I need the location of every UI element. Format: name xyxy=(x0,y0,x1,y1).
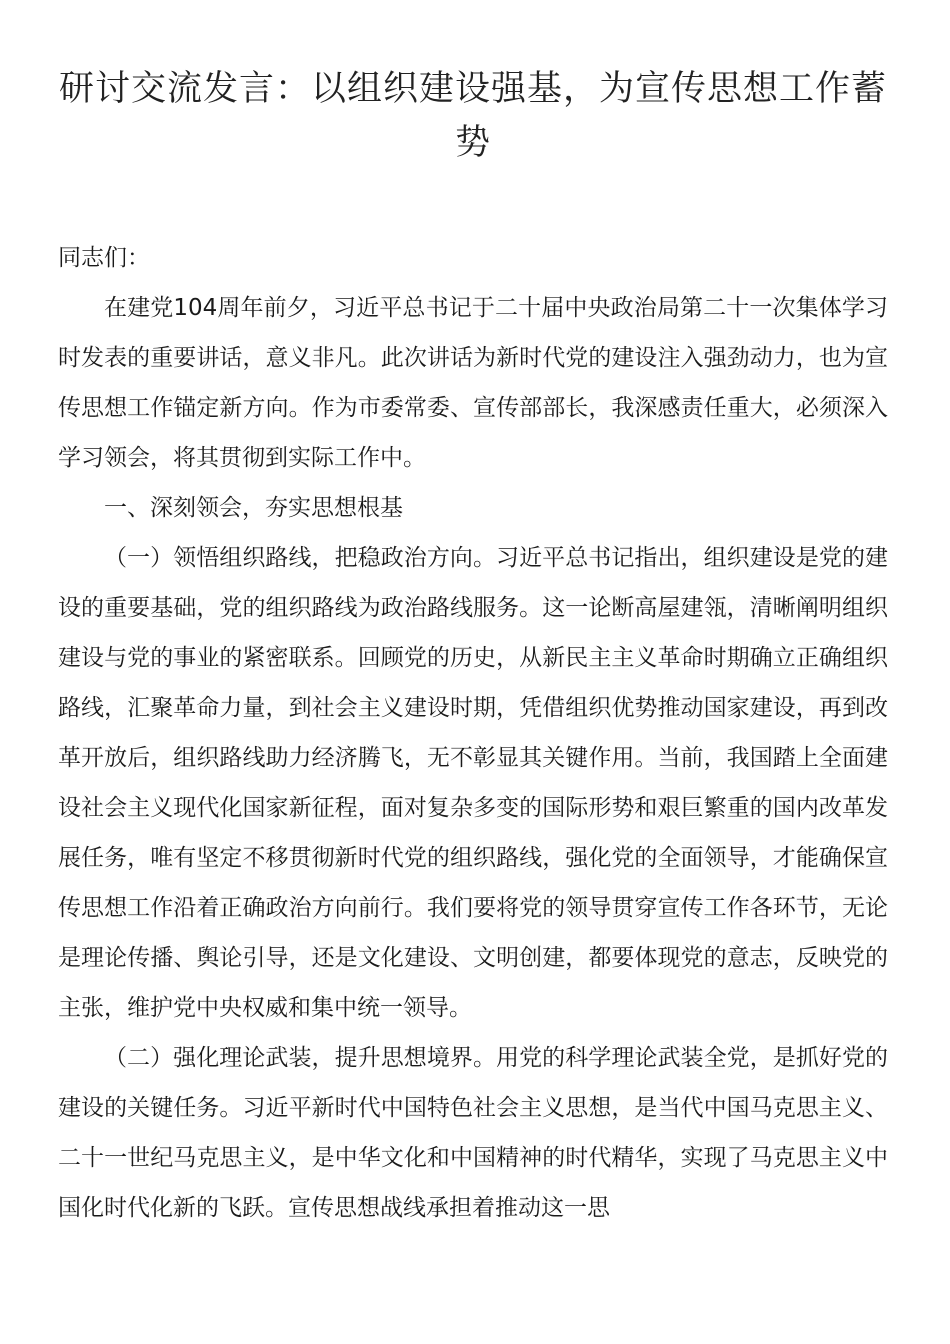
document-page xyxy=(58,62,888,1233)
salutation: 同志们： xyxy=(58,245,150,271)
document-title: 研讨交流发言：以组织建设强基，为宣传思想工作蓄势 xyxy=(58,69,887,163)
paragraph-intro: 在建党104周年前夕，习近平总书记于二十届中央政治局第二十一次集体学习时发表的重要讲话，意义非凡。此次讲话为新时代党的建设注入强劲动力，也为宣传思想工作锚定新方向。作为市委常委、宣传部部长，我深感责任重大，必须深入学习领会，将其贯彻到实际工作中。 xyxy=(58,295,888,471)
paragraph-1-1: （一）领悟组织路线，把稳政治方向。习近平总书记指出，组织建设是党的建设的重要基础，党的组织路线为政治路线服务。这一论断高屋建瓴，清晰阐明组织建设与党的事业的紧密联系。回顾党的历史，从新民主主义革命时期确立正确组织路线，汇聚革命力量，到社会主义建设时期，凭借组织优势推动国家建设，再到改革开放后，组织路线助力经济腾飞，无不彰显其关键作用。当前，我国踏上全面建设社会主义现代化国家新征程，面对复杂多变的国际形势和艰巨繁重的国内改革发展任务，唯有坚定不移贯彻新时代党的组织路线，强化党的全面领导，才能确保宣传思想工作沿着正确政治方向前行。我们要将党的领导贯穿宣传工作各环节，无论是理论传播、舆论引导，还是文化建设、文明创建，都要体现党的意志，反映党的主张，维护党中央权威和集中统一领导。 xyxy=(58,545,888,1021)
paragraph-1-2: （二）强化理论武装，提升思想境界。用党的科学理论武装全党，是抓好党的建设的关键任务。习近平新时代中国特色社会主义思想，是当代中国马克思主义、二十一世纪马克思主义，是中华文化和中国精神的时代精华，实现了马克思主义中国化时代化新的飞跃。宣传思想战线承担着推动这一思 xyxy=(58,1045,888,1221)
document-body xyxy=(58,233,888,1233)
section-heading-1: 一、深刻领会，夯实思想根基 xyxy=(104,495,403,521)
